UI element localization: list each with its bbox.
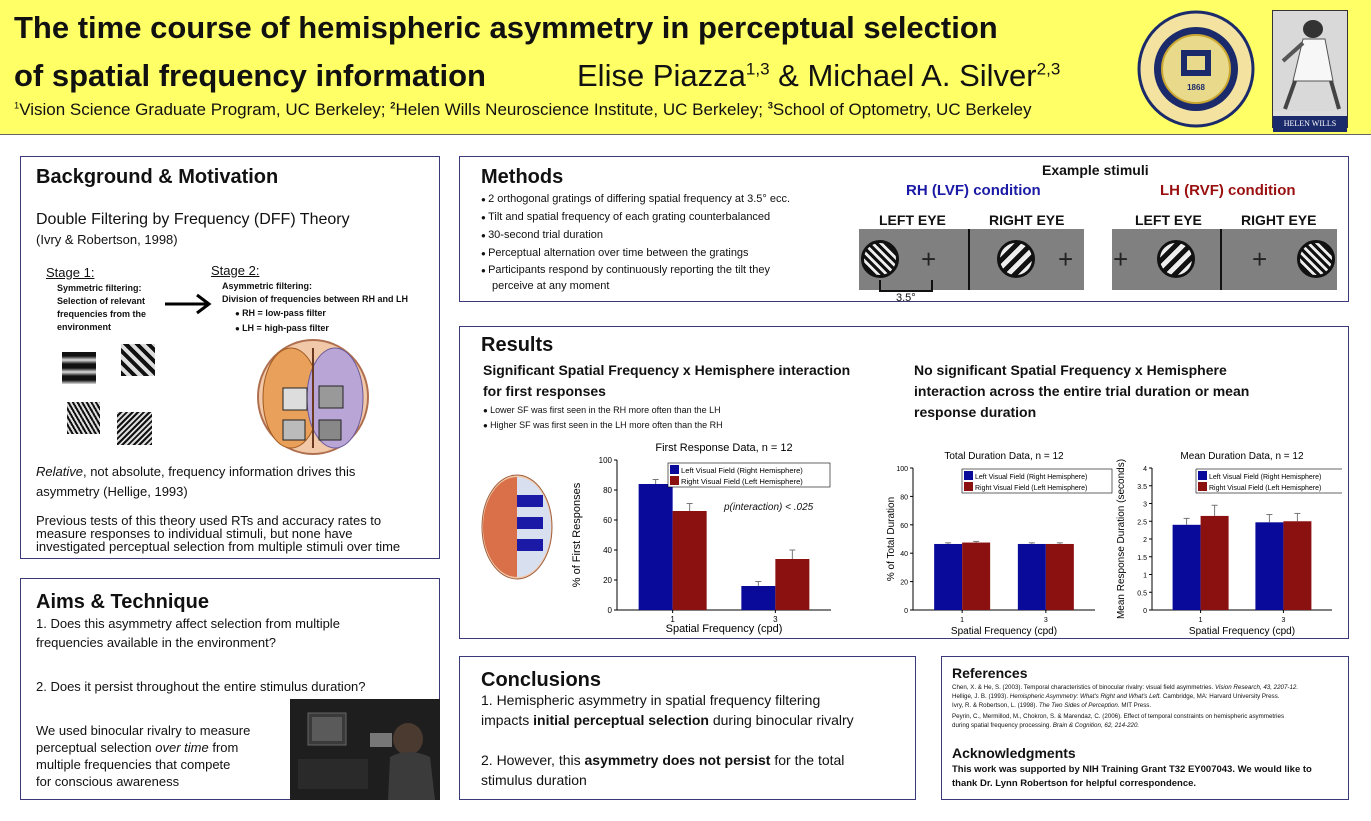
affil-2: Helen Wills Neuroscience Institute, UC Berkeley; bbox=[395, 100, 763, 119]
grating-mid-sf bbox=[121, 344, 155, 376]
lab-photo bbox=[290, 699, 440, 800]
y-tick-label: 40 bbox=[900, 551, 908, 559]
vision-science-seal-logo bbox=[1137, 10, 1255, 128]
technique-line1: We used binocular rivalry to measure bbox=[36, 723, 251, 738]
ref3-b: The Two Sides of Perception. bbox=[1038, 702, 1120, 709]
y-tick-label: 20 bbox=[900, 579, 908, 587]
ref3-c: MIT Press. bbox=[1119, 702, 1152, 709]
bar bbox=[1283, 521, 1311, 610]
legend-swatch bbox=[1198, 471, 1207, 480]
lh-left-fixation: + bbox=[1113, 244, 1129, 274]
conclusions-title: Conclusions bbox=[481, 669, 602, 691]
stage2-bullet2: ● LH = high-pass filter bbox=[235, 323, 329, 333]
rh-left-fixation: + bbox=[921, 244, 937, 274]
rh-left-eye-label: LEFT EYE bbox=[879, 212, 946, 228]
y-tick-label: 20 bbox=[603, 576, 612, 585]
affil-sup-1: 1 bbox=[14, 100, 20, 111]
ref2-c: Cambridge, MA: Harvard University Press. bbox=[1161, 693, 1280, 700]
y-tick-label: 40 bbox=[603, 546, 612, 555]
technique-l2a: perceptual selection bbox=[36, 740, 156, 755]
technique-line3: multiple frequencies that compete bbox=[36, 757, 231, 772]
y-tick-label: 100 bbox=[896, 466, 908, 473]
results-right-head-2: interaction across the entire trial duration or mean bbox=[914, 383, 1250, 399]
y-tick-label: 0 bbox=[607, 606, 612, 615]
lh-condition-label: LH (RVF) condition bbox=[1160, 182, 1296, 199]
x-tick-label: 3 bbox=[1043, 617, 1048, 624]
reference-4: Peyrin, C., Mermillod, M., Chokron, S. & Marendaz, C. (2006). Effect of temporal constraints on hemispheric asymmetries bbox=[952, 713, 1285, 720]
total-duration-chart bbox=[880, 446, 1115, 638]
methods-bullet-5: ● Participants respond by continuously reporting the tilt they bbox=[481, 264, 770, 276]
x-tick-label: 1 bbox=[670, 615, 675, 624]
stage1-line1: Symmetric filtering: bbox=[57, 283, 142, 293]
methods-bullet-4: ● Perceptual alternation over time between the gratings bbox=[481, 247, 749, 259]
acknowledgments-line2: thank Dr. Lynn Robertson for helpful correspondence. bbox=[952, 778, 1197, 789]
y-axis-label: % of Total Duration bbox=[886, 496, 897, 582]
affil-sup-3: 3 bbox=[767, 100, 773, 111]
y-tick-label: 1 bbox=[1143, 572, 1147, 580]
lh-right-eye-label: RIGHT EYE bbox=[1241, 212, 1317, 228]
eccentricity-bracket bbox=[879, 280, 933, 292]
c1-l2b: initial perceptual selection bbox=[533, 712, 709, 728]
results-right-head-1: No significant Spatial Frequency x Hemisphere bbox=[914, 362, 1227, 378]
lh-left-eye-label: LEFT EYE bbox=[1135, 212, 1202, 228]
rh-right-grating bbox=[997, 240, 1035, 278]
lh-right-fixation: + bbox=[1252, 244, 1268, 274]
reference-3 bbox=[952, 702, 1151, 709]
y-tick-label: 80 bbox=[900, 494, 908, 502]
y-tick-label: 100 bbox=[598, 456, 612, 465]
mean-duration-chart bbox=[1112, 446, 1342, 638]
brain-illustration bbox=[253, 338, 373, 456]
y-tick-label: 3.5 bbox=[1137, 483, 1147, 491]
ref2-b: Hemispheric Asymmetry: What's Right and What's Left. bbox=[1009, 693, 1162, 700]
affil-3: School of Optometry, UC Berkeley bbox=[772, 100, 1032, 119]
rh-right-eye-label: RIGHT EYE bbox=[989, 212, 1065, 228]
technique-l2b: over time bbox=[155, 740, 209, 755]
stage1-heading: Stage 1: bbox=[46, 265, 95, 280]
bar bbox=[673, 511, 707, 610]
legend-swatch bbox=[1198, 482, 1207, 491]
poster-title-line1: The time course of hemispheric asymmetry in perceptual selection bbox=[14, 10, 998, 45]
methods-bullet-1: ● 2 orthogonal gratings of differing spatial frequency at 3.5° ecc. bbox=[481, 193, 790, 205]
rh-condition-label: RH (LVF) condition bbox=[906, 182, 1041, 199]
affiliations bbox=[14, 100, 1031, 120]
author1: Elise Piazza bbox=[577, 58, 746, 93]
grating-high-sf-2 bbox=[117, 412, 152, 445]
results-left-bullet-2: ● Higher SF was first seen in the LH more often than the RH bbox=[483, 420, 723, 430]
grating-low-sf-1 bbox=[62, 352, 96, 384]
stage1-line3: frequencies from the bbox=[57, 309, 147, 319]
c2-l1a: 2. However, this bbox=[481, 752, 585, 768]
rh-left-grating bbox=[861, 240, 899, 278]
results-left-head-1: Significant Spatial Frequency x Hemisphere interaction bbox=[483, 362, 851, 378]
author-join: & Michael A. Silver bbox=[778, 58, 1037, 93]
acknowledgments-line1: This work was supported by NIH Training Grant T32 EY007043. We would like to bbox=[952, 764, 1312, 775]
helen-wills-photo bbox=[1272, 10, 1348, 128]
technique-line2 bbox=[36, 740, 238, 755]
references-title: References bbox=[952, 665, 1028, 681]
x-axis-label: Spatial Frequency (cpd) bbox=[665, 623, 783, 635]
x-tick-label: 1 bbox=[1198, 617, 1203, 624]
bar bbox=[1046, 544, 1074, 610]
relative-rest: , not absolute, frequency information drives this bbox=[82, 464, 356, 479]
y-tick-label: 4 bbox=[1143, 466, 1147, 473]
x-tick-label: 3 bbox=[1281, 617, 1286, 624]
aims-q1-line2: frequencies available in the environment? bbox=[36, 635, 276, 650]
stage2-line2: Division of frequencies between RH and LH bbox=[222, 294, 409, 304]
ref4-c: Brain & Cognition, 62, 214-220. bbox=[1052, 722, 1140, 729]
x-axis-label: Spatial Frequency (cpd) bbox=[1188, 626, 1296, 637]
affil-1: Vision Science Graduate Program, UC Berkeley; bbox=[19, 100, 386, 119]
y-tick-label: 0 bbox=[1143, 608, 1147, 615]
rh-stimulus-divider bbox=[968, 229, 970, 290]
y-tick-label: 0 bbox=[904, 608, 908, 615]
author2-sup: 2,3 bbox=[1036, 59, 1061, 79]
legend-label: Right Visual Field (Left Hemisphere) bbox=[1209, 485, 1322, 492]
y-tick-label: 0.5 bbox=[1137, 590, 1147, 598]
y-tick-label: 80 bbox=[603, 486, 612, 495]
results-left-bullet-1: ● Lower SF was first seen in the RH more often than the LH bbox=[483, 405, 721, 415]
bar bbox=[1018, 544, 1046, 610]
ref4-b: during spatial frequency processing. bbox=[952, 722, 1053, 729]
acknowledgments-title: Acknowledgments bbox=[952, 745, 1076, 761]
x-tick-label: 1 bbox=[960, 617, 965, 624]
background-title: Background & Motivation bbox=[36, 166, 279, 188]
c1-l2c: during binocular rivalry bbox=[708, 712, 854, 728]
y-tick-label: 60 bbox=[900, 522, 908, 530]
y-tick-label: 2.5 bbox=[1137, 519, 1147, 527]
bar bbox=[1173, 525, 1201, 610]
dff-theory: Double Filtering by Frequency (DFF) Theory bbox=[36, 211, 350, 228]
ref3-a: Ivry, R. & Robertson, L. (1998). bbox=[952, 702, 1039, 709]
conclusion-2-line2: stimulus duration bbox=[481, 772, 587, 788]
affil-sup-2: 2 bbox=[390, 100, 396, 111]
legend-swatch bbox=[964, 471, 973, 480]
technique-line4: for conscious awareness bbox=[36, 774, 180, 789]
arrow-right-icon bbox=[163, 292, 213, 321]
rh-right-fixation: + bbox=[1058, 244, 1074, 274]
stage2-line1: Asymmetric filtering: bbox=[222, 281, 313, 291]
relative-line2: asymmetry (Hellige, 1993) bbox=[36, 484, 188, 499]
bar bbox=[934, 544, 962, 610]
legend-label: Left Visual Field (Right Hemisphere) bbox=[681, 466, 803, 475]
legend-swatch bbox=[964, 482, 973, 491]
chart-title: Mean Duration Data, n = 12 bbox=[1180, 451, 1304, 462]
legend-swatch bbox=[670, 476, 679, 485]
results-right-head-3: response duration bbox=[914, 404, 1037, 420]
y-axis-label: Mean Response Duration (seconds) bbox=[1116, 458, 1127, 620]
previous-line2: measure responses to individual stimuli, but none have bbox=[36, 526, 353, 541]
c2-l1b: asymmetry does not persist bbox=[584, 752, 771, 768]
lh-right-grating bbox=[1297, 240, 1335, 278]
y-tick-label: 2 bbox=[1143, 537, 1147, 544]
bar bbox=[639, 484, 673, 610]
grating-high-sf-1 bbox=[67, 402, 100, 434]
reference-4-cont bbox=[952, 722, 1139, 729]
y-tick-label: 1.5 bbox=[1137, 554, 1147, 562]
bar bbox=[741, 586, 775, 610]
previous-line1: Previous tests of this theory used RTs and accuracy rates to bbox=[36, 513, 382, 528]
technique-l2c: from bbox=[208, 740, 239, 755]
relative-text bbox=[36, 464, 355, 479]
aims-q1-line1: 1. Does this asymmetry affect selection from multiple bbox=[36, 616, 340, 631]
x-axis-label: Spatial Frequency (cpd) bbox=[950, 626, 1058, 637]
conclusion-1-line1: 1. Hemispheric asymmetry in spatial frequency filtering bbox=[481, 692, 821, 708]
lh-left-grating bbox=[1157, 240, 1195, 278]
example-stimuli-title: Example stimuli bbox=[1042, 162, 1149, 178]
chart-title: Total Duration Data, n = 12 bbox=[944, 451, 1064, 462]
legend-label: Left Visual Field (Right Hemisphere) bbox=[1209, 474, 1322, 481]
poster-title-line2: of spatial frequency information bbox=[14, 58, 486, 93]
y-axis-label: % of First Responses bbox=[571, 482, 583, 588]
dff-citation: (Ivry & Robertson, 1998) bbox=[36, 232, 178, 247]
bar bbox=[775, 559, 809, 610]
methods-bullet-5-cont: perceive at any moment bbox=[492, 280, 610, 292]
relative-em: Relative bbox=[36, 464, 83, 479]
methods-bullet-3: ● 30-second trial duration bbox=[481, 229, 603, 241]
y-tick-label: 3 bbox=[1143, 501, 1147, 509]
previous-line3: investigated perceptual selection from multiple stimuli over time bbox=[36, 539, 401, 554]
eccentricity-label: 3.5° bbox=[896, 292, 916, 304]
stage1-line4: environment bbox=[57, 322, 112, 332]
aims-title: Aims & Technique bbox=[36, 591, 209, 613]
stage1-line2: Selection of relevant bbox=[57, 296, 146, 306]
conclusion-1-line2 bbox=[481, 712, 854, 728]
ref1-a: Chen, X. & He, S. (2003). Temporal characteristics of binocular rivalry: visual field asymmetries. bbox=[952, 684, 1215, 691]
legend-label: Right Visual Field (Left Hemisphere) bbox=[975, 485, 1088, 492]
reference-2 bbox=[952, 693, 1279, 700]
authors bbox=[577, 58, 1060, 94]
ref2-a: Hellige, J. B. (1993). bbox=[952, 693, 1010, 700]
lh-stimulus-divider bbox=[1220, 229, 1222, 290]
legend-swatch bbox=[670, 465, 679, 474]
c1-l2a: impacts bbox=[481, 712, 534, 728]
reference-1 bbox=[952, 684, 1298, 691]
author1-sup: 1,3 bbox=[745, 59, 770, 79]
legend-label: Left Visual Field (Right Hemisphere) bbox=[975, 474, 1088, 481]
stage2-heading: Stage 2: bbox=[211, 263, 260, 278]
results-left-head-2: for first responses bbox=[483, 383, 606, 399]
results-title: Results bbox=[481, 334, 554, 356]
helen-wills-label: HELEN WILLS bbox=[1273, 116, 1347, 132]
y-tick-label: 60 bbox=[603, 516, 612, 525]
aims-q2: 2. Does it persist throughout the entire stimulus duration? bbox=[36, 679, 366, 694]
methods-bullet-2: ● Tilt and spatial frequency of each grating counterbalanced bbox=[481, 211, 770, 223]
stage2-bullet1: ● RH = low-pass filter bbox=[235, 308, 326, 318]
bar bbox=[1255, 522, 1283, 610]
methods-title: Methods bbox=[481, 166, 564, 188]
bar bbox=[962, 543, 990, 610]
first-response-chart bbox=[560, 438, 850, 638]
results-brain-icon bbox=[480, 473, 554, 581]
ref1-b: Vision Research, 43, 2207-12. bbox=[1214, 684, 1299, 691]
c2-l1c: for the total bbox=[770, 752, 845, 768]
x-tick-label: 3 bbox=[773, 615, 778, 624]
conclusion-2-line1 bbox=[481, 752, 844, 768]
chart-title: First Response Data, n = 12 bbox=[655, 442, 793, 454]
pvalue-annotation: p(interaction) < .025 bbox=[724, 502, 814, 513]
seal-year: 1868 bbox=[1187, 83, 1205, 92]
legend-label: Right Visual Field (Left Hemisphere) bbox=[681, 477, 803, 486]
bar bbox=[1201, 516, 1229, 610]
